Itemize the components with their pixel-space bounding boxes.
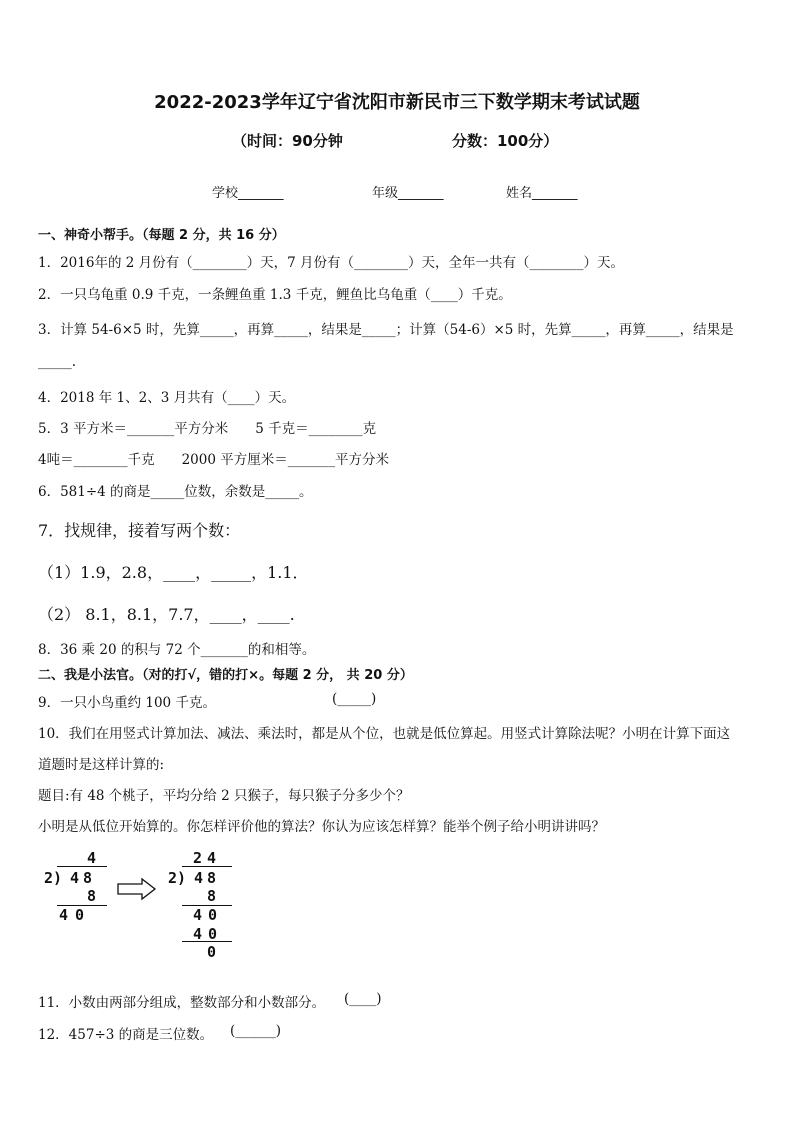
section-2-heading: 二、我是小法官。（对的打√，错的打×。每题 2 分， 共 20 分） [38,668,413,683]
right-step-3: 40 [193,925,224,943]
right-step-1: 8 [207,887,217,905]
exam-score: 分数：100分） [452,132,559,150]
question-3: 3．计算 54-6×5 时，先算_____，再算_____，结果是_____；计算（54-6）×5 时，先算_____，再算_____，结果是 [38,322,734,338]
right-division-bar [182,866,232,867]
exam-time: （时间：90分钟 [232,132,343,150]
section-1-heading: 一、神奇小帮手。（每题 2 分，共 16 分） [38,228,285,243]
question-7-part-2: （2） 8.1，8.1，7.7，____，____. [38,605,295,624]
question-10-line-2: 道题时是这样计算的: [38,757,165,773]
question-10-line-4: 小明是从低位开始算的。你怎样评价他的算法？你认为应该怎样算？能举个例子给小明讲讲吗？ [38,819,605,835]
right-quotient: 24 [193,849,222,867]
left-step-1: 8 [87,887,97,905]
question-4: 4．2018 年 1、2、3 月共有（____）天。 [38,390,296,406]
answer-paren-12: (______) [230,1023,282,1039]
question-12: 12．457÷3 的商是三位数。 [38,1027,214,1043]
left-divisor: 2) [44,869,63,887]
name-field: 姓名_______ [506,186,578,201]
question-8: 8．36 乘 20 的积与 72 个_______的和相等。 [38,642,316,658]
question-3-continued: _____. [38,354,77,370]
answer-paren-9: (_____) [332,691,377,707]
right-arrow-icon [116,877,158,901]
left-dividend: 48 [70,869,97,887]
page-title: 2022-2023学年辽宁省沈阳市新民市三下数学期末考试试题 [154,92,640,113]
question-2: 2．一只乌龟重 0.9 千克，一条鲤鱼重 1.3 千克，鲤鱼比乌龟重（____）千克。 [38,287,512,303]
question-1: 1．2016年的 2 月份有（________）天，7 月份有（________）天，全年一共有（________）天。 [38,255,624,271]
left-quotient: 4 [87,849,97,867]
question-11: 11．小数由两部分组成，整数部分和小数部分。 [38,995,326,1011]
question-5-line-1: 5．3 平方米＝_______平方分米 5 千克＝________克 [38,421,377,437]
question-5-line-2: 4吨＝________千克 2000 平方厘米＝_______平方分米 [38,452,389,468]
left-remainder: 40 [59,906,92,924]
right-divisor: 2) [168,869,187,887]
question-7-part-1: （1）1.9，2.8，____，_____，1.1． [38,563,309,582]
right-step-rule-2 [182,941,232,942]
question-10-line-1: 10．我们在用竖式计算加法、减法、乘法时，都是从个位，也就是低位算起。用竖式计算除法呢？小明在计算下面这 [38,726,731,742]
question-7-stem: 7．找规律，接着写两个数： [38,521,241,540]
right-dividend: 48 [194,869,221,887]
left-division-bar [57,866,107,867]
right-remainder: 0 [207,943,217,961]
question-10-line-3: 题目:有 48 个桃子，平均分给 2 只猴子，每只猴子分多少个？ [38,788,410,804]
right-step-2: 40 [193,906,224,924]
answer-paren-11: (____) [344,991,382,1007]
question-6: 6．581÷4 的商是_____位数，余数是_____。 [38,484,313,500]
question-9: 9．一只小鸟重约 100 千克。 [38,695,216,711]
grade-field: 年级_______ [372,186,444,201]
school-field: 学校_______ [212,186,284,201]
